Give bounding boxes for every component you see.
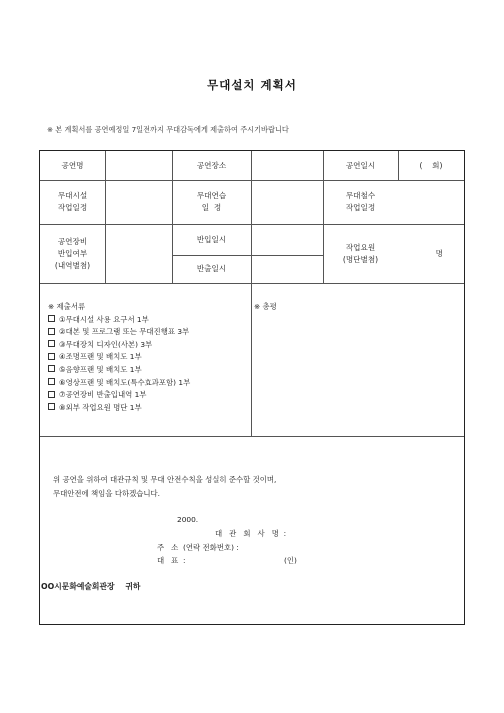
row-divider: [40, 436, 464, 437]
take-out-date-label: 반출일시: [196, 264, 227, 273]
document-item[interactable]: ⑥영상프랜 및 배치도(특수효과포함) 1부: [48, 377, 190, 390]
checkbox[interactable]: [48, 353, 55, 360]
performance-count-field[interactable]: ( 회): [419, 160, 443, 170]
venue-label: 공연장소: [196, 160, 227, 170]
document-item[interactable]: ⑦공연장비 반출입내역 1부: [48, 389, 190, 402]
work-staff-count-field[interactable]: [398, 224, 464, 283]
checkbox[interactable]: [48, 315, 55, 322]
rehearsal-schedule-label: [172, 180, 251, 224]
venue-field[interactable]: [251, 151, 323, 180]
checkbox[interactable]: [48, 391, 55, 398]
performance-date-label: 공연일시: [345, 160, 376, 170]
document-item[interactable]: ④조명프랜 및 배치도 1부: [48, 351, 190, 364]
document-item[interactable]: ③무대장치 디자인(사본) 3부: [48, 339, 190, 352]
rehearsal-schedule-field[interactable]: [251, 180, 323, 224]
stage-removal-schedule-label: [323, 180, 398, 224]
staff-unit-label: 명: [435, 248, 443, 258]
equipment-label-line3: (내역별첨): [54, 260, 91, 270]
rehearsal-label-line1: 무대연습: [196, 191, 227, 200]
checkbox[interactable]: [48, 378, 55, 385]
addressee: OO시문화예술회관장 귀하: [41, 582, 141, 591]
checkbox[interactable]: [48, 328, 55, 335]
documents-header: ※ 제출서류: [48, 302, 86, 311]
performance-name-field[interactable]: [105, 151, 172, 180]
removal-label-line2: 작업일정: [345, 203, 376, 212]
work-staff-label-line2: (명단별첨): [342, 254, 379, 264]
checkbox[interactable]: [48, 365, 55, 372]
rehearsal-label-line2: 일 정: [201, 203, 222, 212]
equipment-label-line2: 반입여부: [57, 248, 88, 258]
row-divider: [40, 283, 464, 284]
bring-in-date-label: 반입일시: [196, 234, 227, 244]
equipment-bring-in-label: [40, 224, 105, 283]
stage-removal-schedule-field[interactable]: [398, 180, 464, 224]
stage-install-label-line2: 작업일정: [57, 203, 88, 212]
required-documents-list: [48, 301, 190, 414]
seal-mark: (인): [284, 556, 297, 565]
signature-year: 2000.: [177, 515, 199, 524]
document-item[interactable]: ⑧외부 작업요원 명단 1부: [48, 402, 190, 415]
stage-plan-form: [39, 150, 465, 625]
stage-install-schedule-field[interactable]: [105, 180, 172, 224]
checkbox[interactable]: [48, 403, 55, 410]
bring-in-date-field[interactable]: [251, 224, 323, 255]
equipment-label-line1: 공연장비: [57, 236, 88, 246]
performance-name-label: 공연명: [61, 160, 84, 170]
work-staff-label: [323, 224, 398, 283]
document-item[interactable]: ②대본 및 프로그램 또는 무대진행표 3부: [48, 326, 190, 339]
pledge-line-1: 위 공연을 위하여 대관규칙 및 무대 안전수칙을 성실히 준수할 것이며,: [53, 475, 277, 484]
stage-install-label-line1: 무대시설: [57, 191, 88, 200]
take-out-date-field[interactable]: [251, 255, 323, 283]
pledge-text: [53, 473, 276, 501]
equipment-bring-in-field[interactable]: [105, 224, 172, 283]
remarks-label: ※ 총평: [254, 302, 277, 311]
document-title: 무대설치 계획서: [207, 78, 297, 92]
work-staff-label-line1: 작업요원: [345, 242, 376, 252]
representative-label: 대 표 :: [157, 556, 186, 565]
document-item[interactable]: ①무대시설 사용 요구서 1부: [48, 314, 190, 327]
checkbox[interactable]: [48, 340, 55, 347]
removal-label-line1: 무대철수: [345, 191, 376, 200]
submission-notice: ※ 본 계획서를 공연예정일 7일전까지 무대감독에게 제출하여 주시기바랍니다: [47, 125, 289, 134]
lessee-company-label: 대 관 회 사 명 :: [215, 529, 287, 538]
document-item[interactable]: ⑤음향프랜 및 배치도 1부: [48, 364, 190, 377]
pledge-line-2: 무대안전에 책임을 다하겠습니다.: [53, 489, 161, 498]
address-label: 주 소 (연락 전화번호) :: [157, 543, 239, 552]
stage-install-schedule-label: [40, 180, 105, 224]
